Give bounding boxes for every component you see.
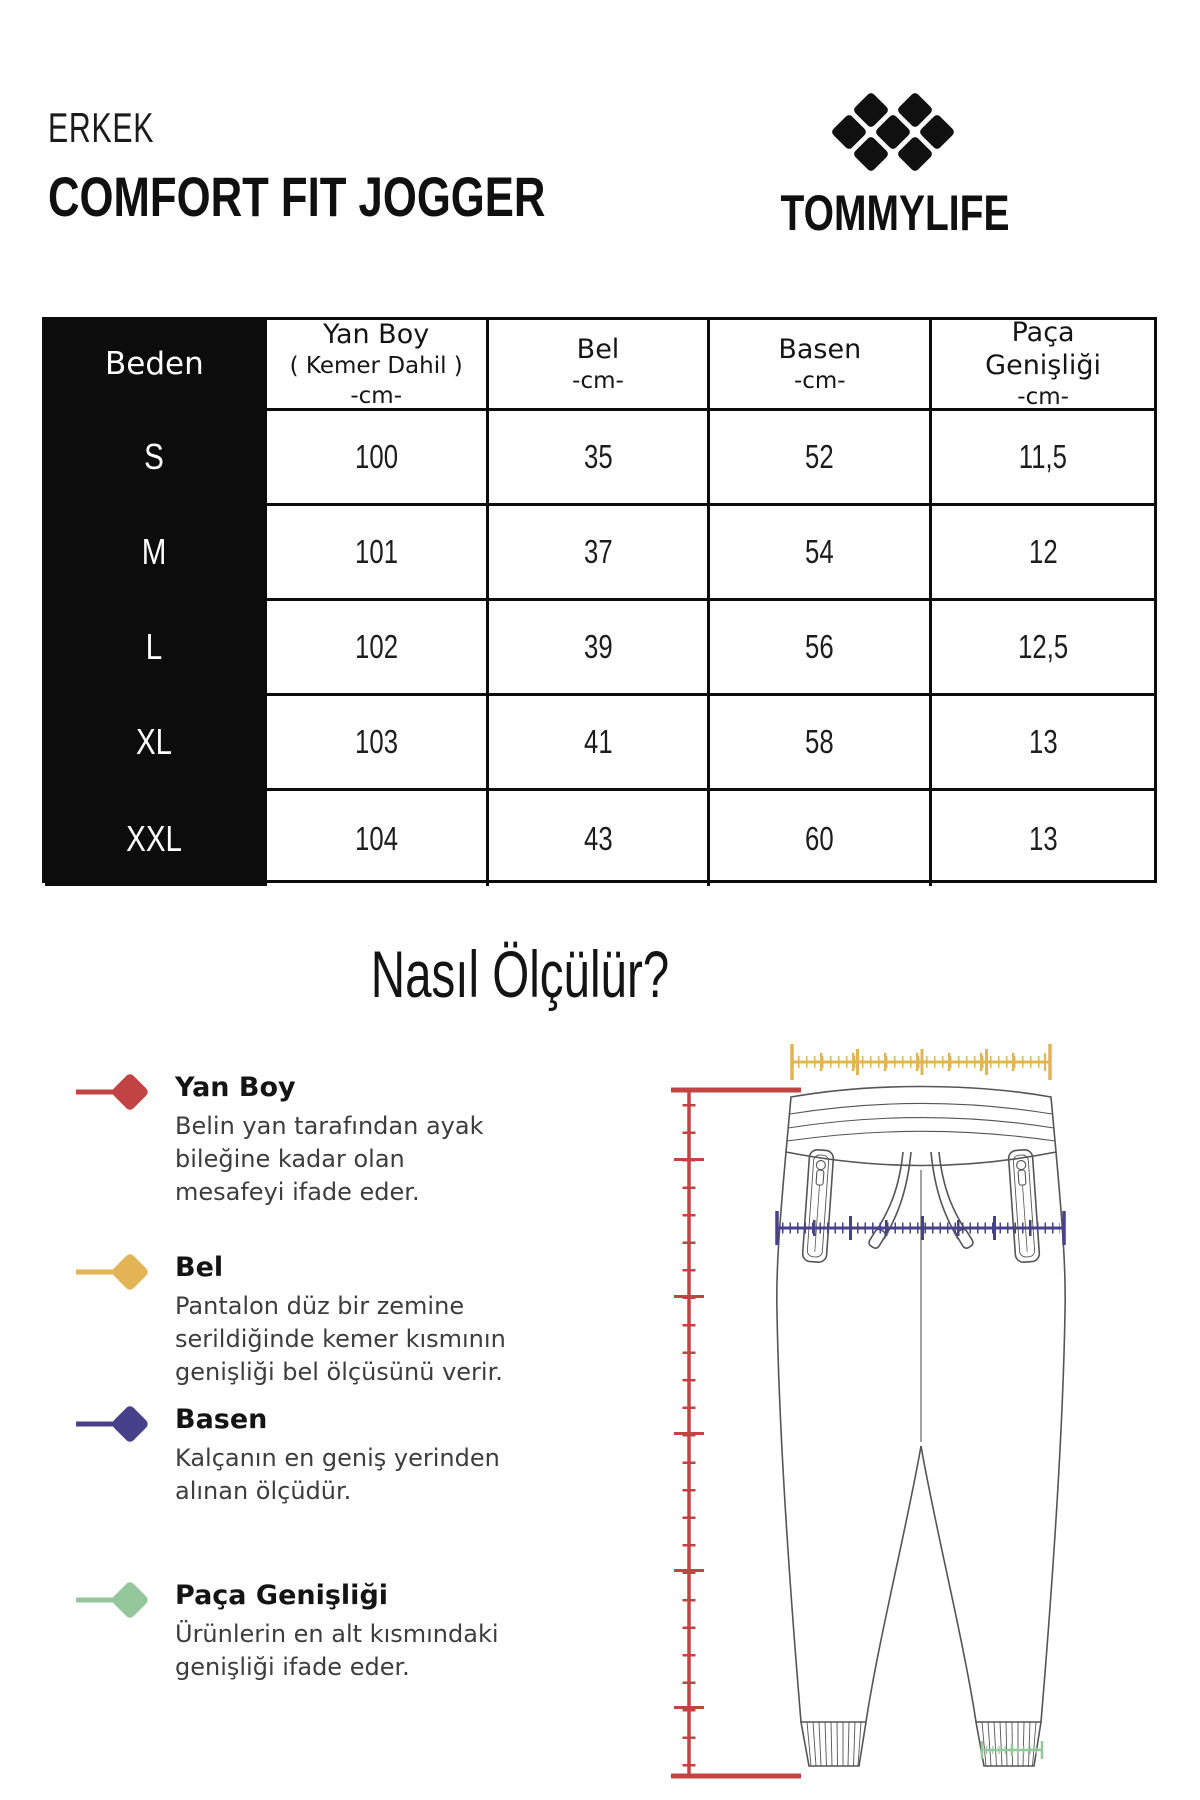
paca-diamond-icon: [72, 1570, 172, 1630]
zip-pocket-right: [1008, 1149, 1040, 1262]
table-cell: 58: [710, 696, 932, 791]
legend-label: Basen: [175, 1404, 268, 1435]
table-cell: 41: [489, 696, 711, 791]
table-cell: 37: [489, 506, 711, 601]
jogger-diagram: [540, 880, 1200, 1800]
table-row-size: XXL: [45, 791, 267, 886]
bel-diamond-icon: [72, 1242, 172, 1302]
jogger-outline: [777, 1087, 1065, 1767]
table-cell: 103: [267, 696, 489, 791]
table-header-bel: Bel -cm-: [489, 320, 711, 411]
waistband: [786, 1087, 1056, 1166]
table-row-size: S: [45, 411, 267, 506]
size-table: [42, 317, 1157, 883]
yan-boy-diamond-icon: [72, 1062, 172, 1122]
legend-label: Paça Genişliği: [175, 1580, 389, 1611]
zip-pocket-left: [802, 1149, 834, 1262]
table-cell: 13: [932, 696, 1154, 791]
legend-item-yan-boy: [72, 1072, 532, 1209]
table-cell: 56: [710, 601, 932, 696]
brand-diamonds-icon: [805, 80, 981, 184]
table-cell: 43: [489, 791, 711, 886]
product-title: COMFORT FIT JOGGER: [48, 165, 546, 228]
table-row-size: M: [45, 506, 267, 601]
legend-description: Belin yan tarafından ayak bileğine kadar olan mesafeyi ifade eder.: [175, 1112, 484, 1206]
legend-description: Kalçanın en geniş yerinden alınan ölçüdür.: [175, 1444, 500, 1505]
table-cell: 35: [489, 411, 711, 506]
table-cell: 52: [710, 411, 932, 506]
legend-item-paca: [72, 1580, 532, 1684]
table-cell: 102: [267, 601, 489, 696]
brand-name: TOMMYLIFE: [780, 185, 1010, 241]
how-to-measure-title: Nasıl Ölçülür?: [370, 937, 670, 1011]
basen-diamond-icon: [72, 1394, 172, 1454]
table-header-basen: Basen -cm-: [710, 320, 932, 411]
table-header-yan-boy: Yan Boy ( Kemer Dahil ) -cm-: [267, 320, 489, 411]
table-cell: 101: [267, 506, 489, 601]
table-cell: 60: [710, 791, 932, 886]
bel-ruler: [792, 1044, 1050, 1080]
legend-label: Bel: [175, 1252, 224, 1283]
legend-description: Pantalon düz bir zemine serildiğinde kemer kısmının genişliği bel ölçüsünü verir.: [175, 1292, 506, 1386]
table-cell: 13: [1028, 819, 1058, 857]
table-cell: 104: [267, 791, 489, 886]
category-label: ERKEK: [48, 104, 155, 151]
legend-item-basen: [72, 1404, 532, 1508]
table-row-size: L: [45, 601, 267, 696]
table-row-size: XL: [45, 696, 267, 791]
table-cell: 100: [267, 411, 489, 506]
table-header-size: Beden: [45, 320, 267, 411]
legend-item-bel: [72, 1252, 532, 1389]
table-cell: 54: [710, 506, 932, 601]
legend-description: Ürünlerin en alt kısmındaki genişliği ifade eder.: [175, 1620, 499, 1681]
table-cell: 12: [932, 506, 1154, 601]
legend-label: Yan Boy: [175, 1072, 296, 1103]
table-cell: 12,5: [932, 601, 1154, 696]
table-cell: 39: [489, 601, 711, 696]
table-header-paca: Paça Genişliği -cm-: [932, 320, 1154, 411]
table-cell: 11,5: [932, 411, 1154, 506]
